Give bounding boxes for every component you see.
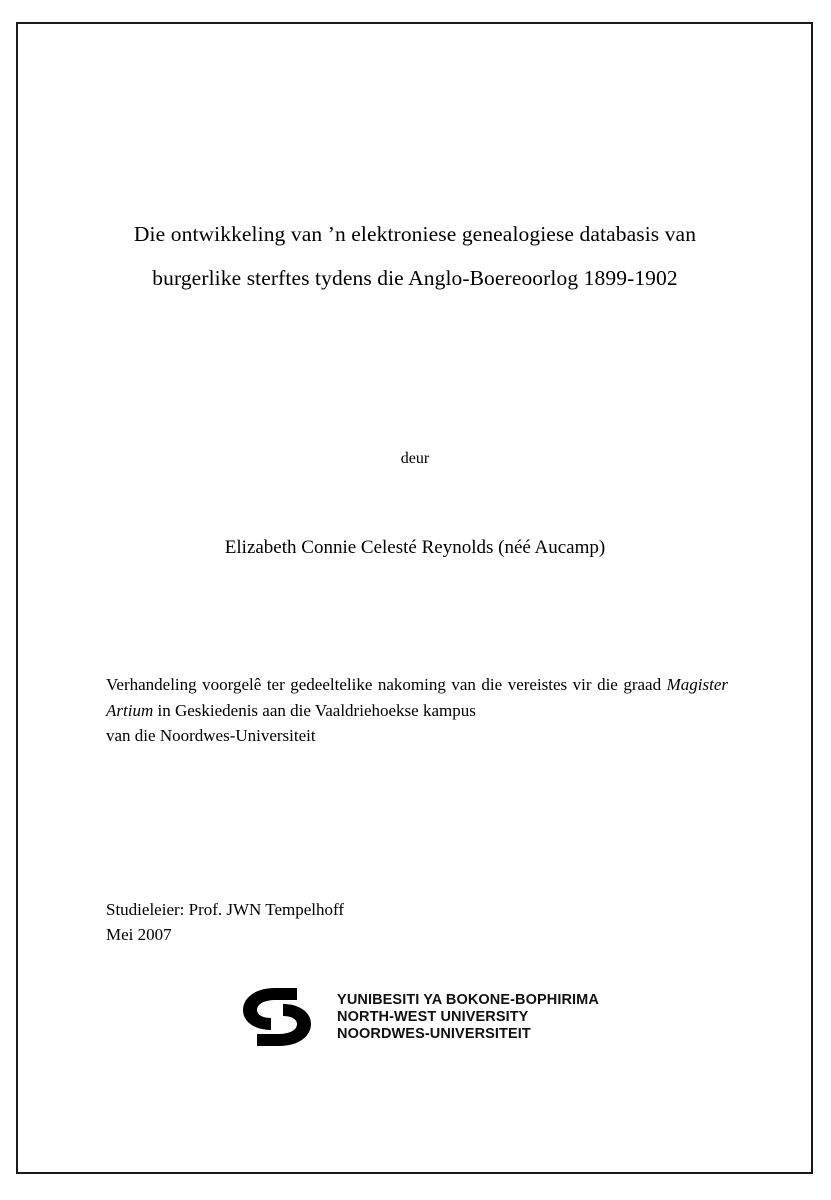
- byline-label: deur: [400, 450, 430, 467]
- author-name: Elizabeth Connie Celesté Reynolds (néé Aucamp): [224, 537, 606, 558]
- degree-statement: [106, 672, 728, 749]
- logo-text-line-3: NOORDWES-UNIVERSITEIT: [337, 1025, 531, 1042]
- logo-text-line-1: YUNIBESITI YA BOKONE-BOPHIRIMA: [337, 991, 599, 1008]
- statement-part-2: in Geskiedenis aan die Vaaldriehoekse kampus: [153, 700, 476, 720]
- title-line-2: burgerlike sterftes tydens die Anglo-Boereoorlog 1899-1902: [152, 266, 678, 290]
- university-logo: [100, 982, 730, 1052]
- statement-part-3: van die Noordwes-Universiteit: [106, 726, 316, 745]
- page-title: [100, 212, 730, 300]
- north-west-university-logo-mark-icon: [231, 982, 327, 1052]
- title-line-1: Die ontwikkeling van ’n elektroniese genealogiese databasis van: [133, 222, 697, 246]
- supervisor-line: Studieleier: Prof. JWN Tempelhoff: [106, 900, 345, 919]
- logo-text-line-2: NORTH-WEST UNIVERSITY: [337, 1008, 529, 1025]
- date-line: Mei 2007: [106, 925, 172, 944]
- statement-degree-italic: Magister Artium: [106, 675, 728, 720]
- university-logo-text: [337, 992, 599, 1043]
- statement-part-1: Verhandeling voorgelê ter gedeeltelike nakoming van die vereistes vir die graad: [106, 675, 667, 694]
- page-content: [100, 22, 730, 1174]
- supervisor-block: [106, 897, 506, 947]
